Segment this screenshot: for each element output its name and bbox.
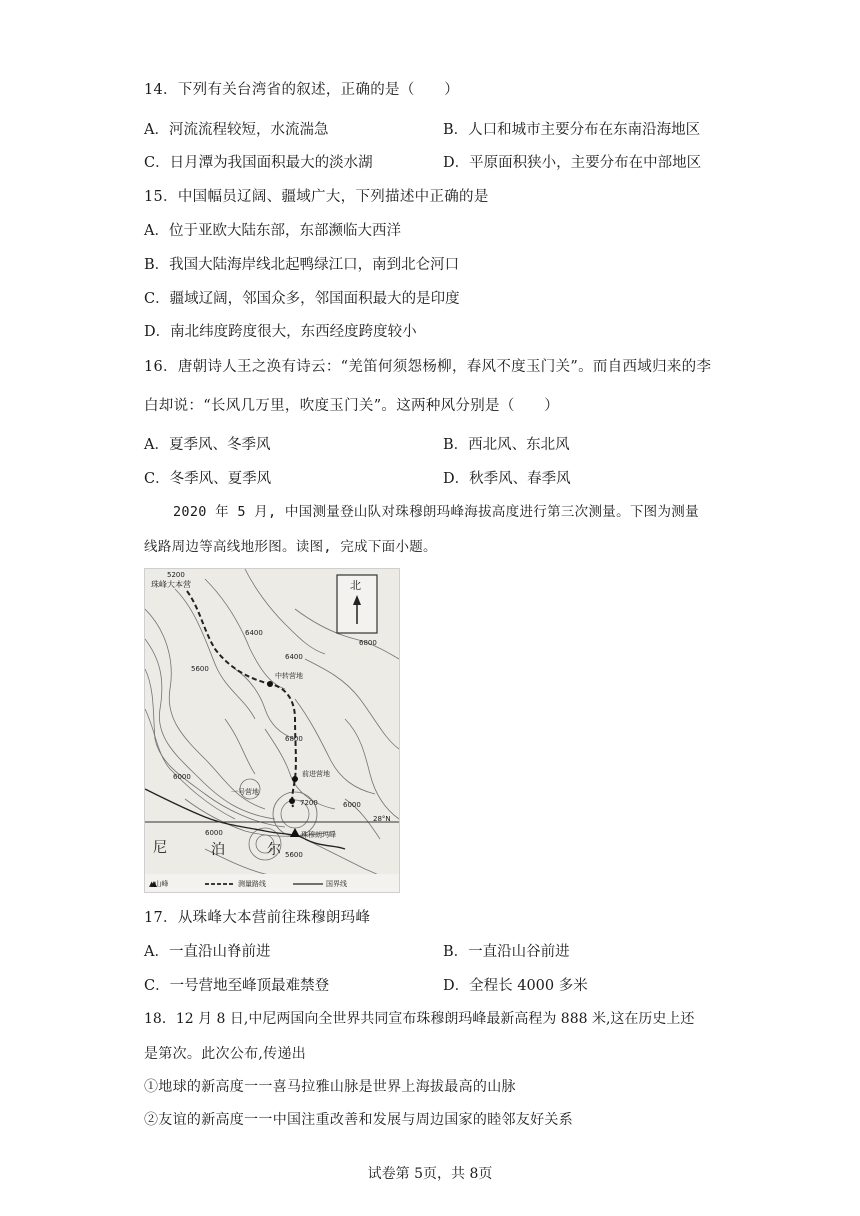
q14-option-d: D．平原面积狭小，主要分布在中部地区 [443, 155, 702, 171]
legend-peak: ▲山峰 [149, 880, 169, 888]
contour-label: 6000 [205, 829, 223, 837]
q16-option-d: D．秋季风、春季风 [443, 471, 571, 487]
q14-option-a: A．河流流程较短，水流湍急 [144, 122, 329, 138]
north-label: 北 [350, 579, 361, 592]
latitude-label: 28°N [373, 815, 391, 823]
page-footer: 试卷第 5页，共 8页 [367, 1166, 493, 1182]
q17-option-c: C．一号营地至峰顶最难禁登 [144, 978, 330, 994]
legend-border: 国界线 [326, 880, 347, 888]
contour-label: 6800 [285, 735, 303, 743]
place-label: 中转营地 [275, 672, 303, 680]
q18-stem-line1: 18．12 月 8 日,中尼两国向全世界共同宣布珠穆朗玛峰最新高程为 888 米,这在历史上还 [144, 1011, 695, 1027]
contour-label: 5200 [167, 571, 185, 579]
intro-line2: 线路周边等高线地形图。读图, 完成下面小题。 [144, 539, 437, 555]
peak-icon [290, 828, 300, 837]
q14-option-b: B．人口和城市主要分布在东南沿海地区 [443, 122, 701, 138]
q15-option-b: B．我国大陆海岸线北起鸭绿江口，南到北仑河口 [144, 257, 460, 273]
q17-stem: 17．从珠峰大本营前往珠穆朗玛峰 [144, 910, 371, 926]
q17-option-d: D．全程长 4000 多米 [443, 978, 588, 994]
place-label: 一号营地 [231, 788, 259, 796]
country-label: 泊 [211, 842, 225, 858]
q18-item-2: ②友谊的新高度一一中国注重改善和发展与周边国家的睦邻友好关系 [144, 1112, 573, 1128]
q16-stem-line1: 16．唐朝诗人王之涣有诗云：“羌笛何须怨杨柳，春风不度玉门关”。而自西域归来的李 [144, 359, 712, 375]
measurement-route [187, 591, 296, 807]
contour-label: 6000 [173, 773, 191, 781]
q15-option-c: C．疆域辽阔，邻国众多，邻国面积最大的是印度 [144, 291, 460, 307]
q14-stem: 14．下列有关台湾省的叙述，正确的是（ ） [144, 82, 460, 98]
place-label: 珠穆朗玛峰 [301, 831, 336, 839]
q15-option-a: A．位于亚欧大陆东部，东部濒临大西洋 [144, 223, 401, 239]
q17-option-b: B．一直沿山谷前进 [443, 944, 570, 960]
contour-label: 6000 [343, 801, 361, 809]
contour-label: 6400 [285, 653, 303, 661]
camp-marker [289, 798, 295, 804]
camp-marker [267, 681, 273, 687]
q15-stem: 15．中国幅员辽阔、疆域广大，下列描述中正确的是 [144, 189, 489, 205]
place-label: 前进营地 [302, 770, 330, 778]
q18-item-1: ①地球的新高度一一喜马拉雅山脉是世界上海拔最高的山脉 [144, 1079, 516, 1095]
q15-option-d: D．南北纬度跨度很大，东西经度跨度较小 [144, 324, 417, 340]
q17-option-a: A．一直沿山脊前进 [144, 944, 271, 960]
country-label: 尔 [267, 842, 281, 858]
q14-option-c: C．日月潭为我国面积最大的淡水湖 [144, 155, 373, 171]
place-label: 珠峰大本营 [151, 580, 191, 589]
contour-label: 5600 [191, 665, 209, 673]
legend-route: 测量路线 [238, 880, 266, 888]
contour-label: 6800 [359, 639, 377, 647]
q16-option-a: A．夏季风、冬季风 [144, 437, 271, 453]
q16-option-b: B．西北风、东北风 [443, 437, 570, 453]
contour-label: 7200 [300, 799, 318, 807]
contour-label: 6400 [245, 629, 263, 637]
country-label: 尼 [153, 840, 167, 856]
contour-map-figure [144, 568, 400, 893]
intro-line1: 2020 年 5 月, 中国测量登山队对珠穆朗玛峰海拔高度进行第三次测量。下图为测量 [173, 504, 699, 520]
q18-stem-line2: 是第次。此次公布,传递出 [144, 1046, 307, 1062]
q16-stem-line2: 白却说：“长风几万里，吹度玉门关”。这两种风分别是（ ） [144, 398, 560, 414]
camp-marker [292, 776, 298, 782]
contour-label: 5600 [285, 851, 303, 859]
q16-option-c: C．冬季风、夏季风 [144, 471, 272, 487]
